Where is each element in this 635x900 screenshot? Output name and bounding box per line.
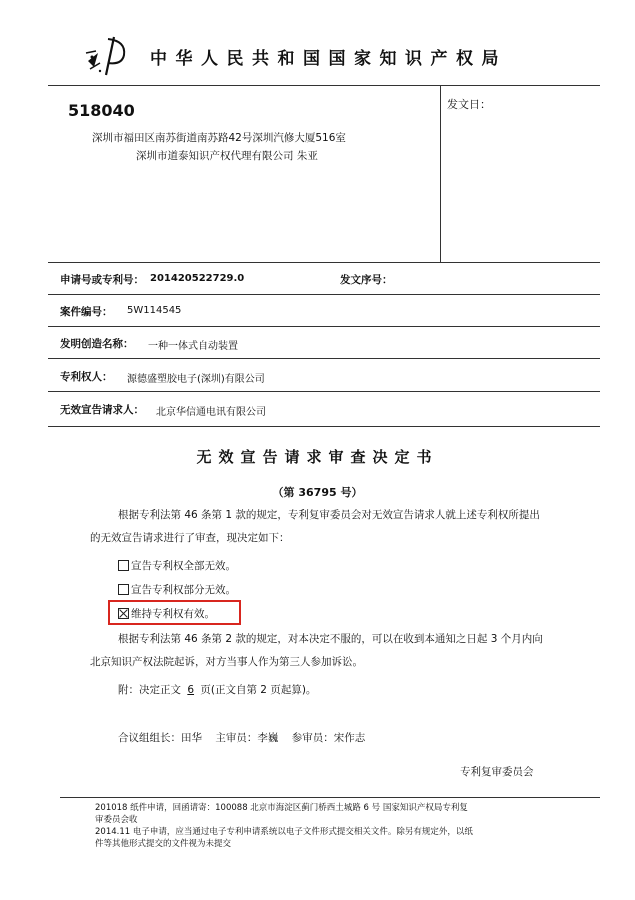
divider	[48, 294, 600, 295]
divider	[48, 262, 600, 263]
decision-number: （第 36795 号）	[272, 486, 363, 499]
agency-name: 中华人民共和国国家知识产权局	[150, 49, 507, 69]
decision-paragraph-2: 根据专利法第 46 条第 2 款的规定，对本决定不服的，可以在收到本通知之日起 3 个月内向北京知识产权法院起诉，对方当事人作为第三人参加诉讼。	[90, 633, 543, 668]
option-label: 宣告专利权全部无效。	[131, 560, 236, 572]
send-date-label: 发文日：	[447, 98, 491, 111]
attachment-note	[118, 682, 316, 697]
divider	[48, 358, 600, 359]
case-no: 5W114545	[127, 305, 182, 316]
highlight-box	[108, 600, 241, 625]
recipient-address: 深圳市福田区南苏街道南苏路42号深圳汽修大厦516室	[92, 132, 346, 144]
footer-divider	[60, 797, 600, 798]
checkbox-unchecked-icon	[118, 560, 129, 571]
postcode: 518040	[68, 101, 135, 120]
option-invalidate-all	[118, 558, 236, 573]
case-no-label: 案件编号：	[60, 306, 113, 318]
divider	[440, 86, 441, 262]
option-label: 宣告专利权部分无效。	[131, 584, 236, 596]
divider	[48, 85, 600, 86]
footer-line-1: 201018 纸件申请，回函请寄：100088 北京市海淀区蓟门桥西土城路 6 号 国家知识产权局专利复	[95, 803, 468, 813]
application-no: 201420522729.0	[150, 273, 245, 284]
divider	[48, 426, 600, 427]
application-no-label: 申请号或专利号：	[60, 274, 144, 286]
divider	[48, 391, 600, 392]
invention-label: 发明创造名称：	[60, 338, 134, 350]
divider	[48, 326, 600, 327]
requester-name: 北京华信通电讯有限公司	[156, 407, 266, 418]
footer-line-3: 2014.11 电子申请，应当通过电子专利申请系统以电子文件形式提交相关文件。除另有规定外，以纸	[95, 827, 473, 837]
attachment-suffix: 页(正文自第 2 页起算)。	[200, 684, 317, 696]
decision-title: 无效宣告请求审查决定书	[196, 448, 439, 466]
option-label: 维持专利权有效。	[131, 608, 215, 620]
patentee-label: 专利权人：	[60, 371, 113, 383]
option-invalidate-partial	[118, 582, 236, 597]
issuer: 专利复审委员会	[460, 766, 534, 778]
cnipa-logo-icon	[84, 33, 130, 79]
footer-line-2: 审委员会收	[95, 815, 138, 825]
checkbox-unchecked-icon	[118, 584, 129, 595]
serial-label: 发文序号：	[340, 274, 393, 286]
panel-members: 合议组组长：田华 主审员：李巍 参审员：宋作志	[118, 732, 366, 744]
attachment-count: 6	[187, 684, 195, 696]
invention-name: 一种一体式自动装置	[148, 341, 238, 352]
requester-label: 无效宣告请求人：	[60, 404, 144, 416]
attachment-prefix: 附：决定正文	[118, 684, 181, 696]
recipient-agent: 深圳市道泰知识产权代理有限公司 朱亚	[136, 150, 318, 162]
footer-line-4: 件等其他形式提交的文件视为未提交	[95, 839, 232, 849]
decision-paragraph-1: 根据专利法第 46 条第 1 款的规定，专利复审委员会对无效宣告请求人就上述专利权所提出的无效宣告请求进行了审查，现决定如下：	[90, 509, 540, 544]
patentee-name: 源德盛塑胶电子(深圳)有限公司	[127, 374, 265, 385]
